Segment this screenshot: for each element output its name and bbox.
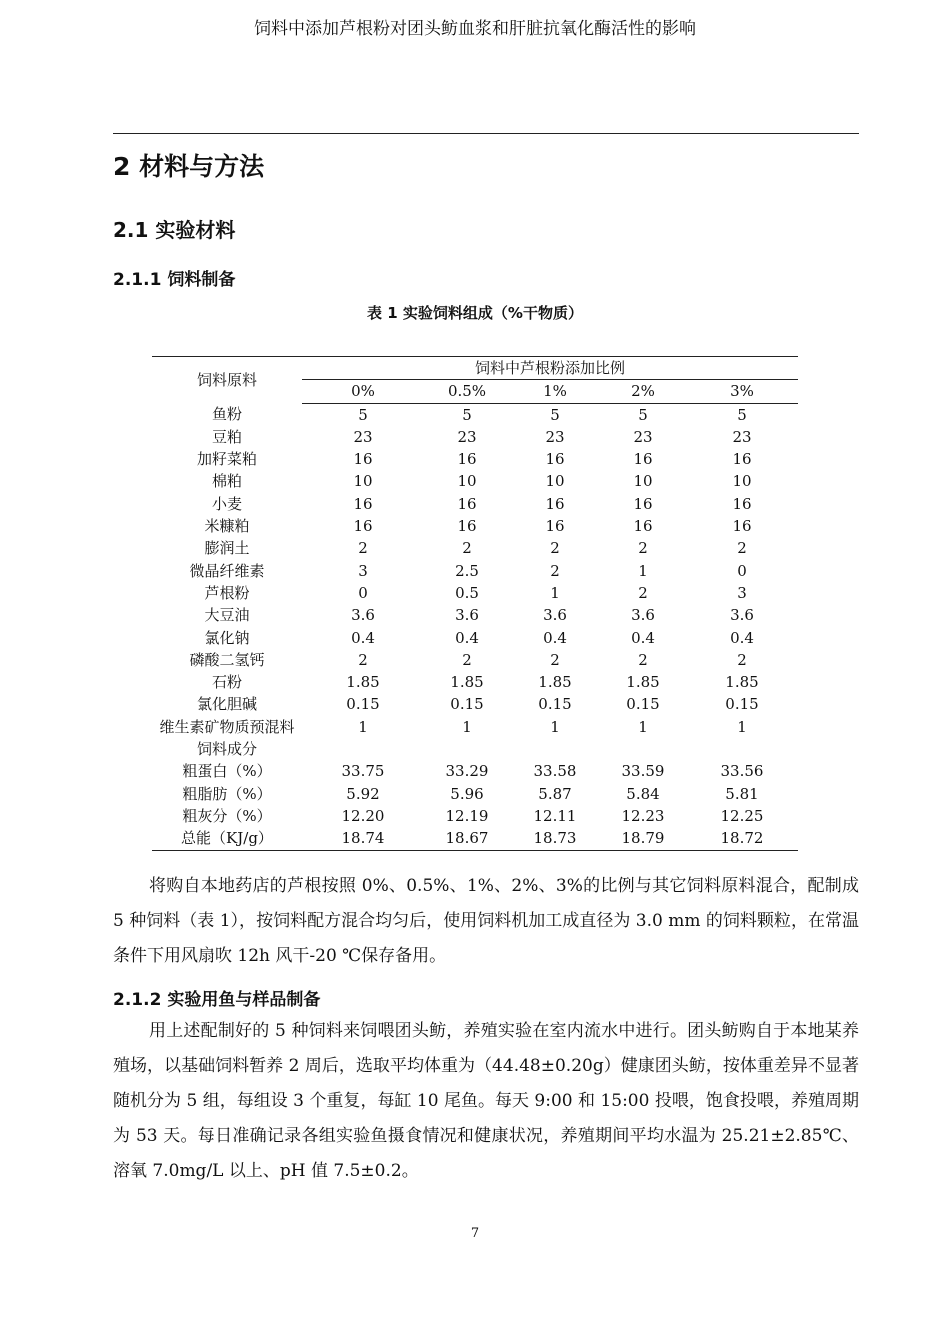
- table-cell: 5.84: [626, 784, 660, 803]
- table-cell: 33.56: [720, 762, 764, 781]
- table-cell: 3.6: [543, 606, 567, 625]
- table-cell: 3: [358, 561, 368, 580]
- row-label: 维生素矿物质预混料: [159, 717, 295, 736]
- table-cell: 2: [550, 650, 560, 669]
- row-label: 鱼粉: [211, 405, 242, 424]
- table-cell: 0.5: [455, 583, 479, 602]
- paragraph-fish-preparation: [113, 1014, 859, 1189]
- composition-label: 饲料成分: [196, 740, 257, 759]
- table-cell: 33.59: [621, 762, 665, 781]
- table-row: [152, 426, 798, 448]
- table-cell: 12.25: [720, 806, 764, 825]
- table-cell: 2: [638, 650, 648, 669]
- table-cell: 16: [353, 517, 373, 536]
- table-cell: 18.73: [510, 827, 600, 850]
- row-label: 氯化钠: [204, 628, 250, 647]
- table-cell: 18.67: [424, 827, 510, 850]
- table-row: [152, 693, 798, 715]
- table-cell: 23: [457, 427, 477, 446]
- table-cell: 0: [358, 583, 368, 602]
- table-cell: 1: [638, 561, 648, 580]
- table-cell: 16: [545, 450, 565, 469]
- table-cell: 18.74: [302, 827, 424, 850]
- row-label: 豆粕: [211, 427, 242, 446]
- table-cell: 2: [737, 650, 747, 669]
- table-cell: 33.58: [533, 762, 577, 781]
- row-label: 小麦: [211, 494, 242, 513]
- table-cell: 3.6: [730, 606, 754, 625]
- table-cell: 1.85: [450, 673, 484, 692]
- row-label: 粗脂肪（%）: [182, 784, 272, 803]
- table-cell: 16: [633, 517, 653, 536]
- table-cell: 1: [550, 717, 560, 736]
- table-row: [152, 448, 798, 470]
- table-cell: 0.15: [626, 695, 660, 714]
- table-cell: 10: [457, 472, 477, 491]
- table-cell: 33.75: [341, 762, 385, 781]
- table-row: [152, 604, 798, 626]
- table-cell: 3.6: [455, 606, 479, 625]
- table-cell: 0.4: [455, 628, 479, 647]
- table-cell: 1.85: [346, 673, 380, 692]
- table-cell: 1: [358, 717, 368, 736]
- table-cell: 1: [462, 717, 472, 736]
- row-label: 棉粕: [211, 472, 242, 491]
- table-cell: 0.15: [346, 695, 380, 714]
- table-cell: 0: [737, 561, 747, 580]
- row-header-cell: 饲料原料: [152, 357, 302, 404]
- table-cell: 16: [457, 494, 477, 513]
- column-header: 0.5%: [424, 380, 510, 403]
- row-label: 粗蛋白（%）: [182, 762, 272, 781]
- table-cell: 5: [737, 405, 747, 424]
- table-cell: 16: [353, 494, 373, 513]
- table-cell: 2: [550, 561, 560, 580]
- empty-cell: [600, 738, 686, 760]
- table-cell: 23: [353, 427, 373, 446]
- table-cell: 2: [358, 650, 368, 669]
- table-cell: 1: [550, 583, 560, 602]
- table-row: [152, 805, 798, 827]
- column-header: 3%: [686, 380, 798, 403]
- table-cell: 16: [732, 450, 752, 469]
- row-label: 芦根粉: [204, 583, 250, 602]
- subsubsection-heading-feed: 2.1.1 饲料制备: [113, 270, 236, 290]
- table-cell: 3.6: [351, 606, 375, 625]
- table-row: [152, 827, 798, 850]
- table-cell: 0.15: [725, 695, 759, 714]
- table-cell: 16: [732, 494, 752, 513]
- table-cell: 12.20: [341, 806, 385, 825]
- table-row: [152, 627, 798, 649]
- table-cell: 23: [633, 427, 653, 446]
- table-cell: 1.85: [725, 673, 759, 692]
- table-cell: 16: [457, 517, 477, 536]
- table-cell: 18.79: [600, 827, 686, 850]
- paragraph-feed-preparation: [113, 869, 859, 974]
- table-row: [152, 515, 798, 537]
- running-header: 饲料中添加芦根粉对团头鲂血浆和肝脏抗氧化酶活性的影响: [254, 19, 696, 39]
- table-cell: 0.15: [450, 695, 484, 714]
- table-cell: 2: [358, 539, 368, 558]
- table-cell: 5: [550, 405, 560, 424]
- table-row: [152, 582, 798, 604]
- row-label: 总能（KJ/g）: [152, 827, 302, 850]
- table-cell: 16: [545, 494, 565, 513]
- table-cell: 10: [353, 472, 373, 491]
- table-cell: 33.29: [445, 762, 489, 781]
- feed-composition-table: [152, 356, 798, 851]
- row-label: 微晶纤维素: [189, 561, 265, 580]
- row-label: 石粉: [211, 673, 242, 692]
- table-cell: 16: [732, 517, 752, 536]
- table-row: [152, 671, 798, 693]
- table-cell: 2: [737, 539, 747, 558]
- table-cell: 1: [638, 717, 648, 736]
- table-cell: 0.4: [631, 628, 655, 647]
- table-row: [152, 470, 798, 492]
- table-row: [152, 560, 798, 582]
- table-cell: 0.4: [730, 628, 754, 647]
- table-cell: 1.85: [626, 673, 660, 692]
- table-cell: 12.23: [621, 806, 665, 825]
- table-row: [152, 493, 798, 515]
- table-cell: 5.87: [538, 784, 572, 803]
- table-cell: 0.15: [538, 695, 572, 714]
- table-cell: 18.72: [686, 827, 798, 850]
- table-cell: 2: [550, 539, 560, 558]
- table-cell: 23: [545, 427, 565, 446]
- table-cell: 16: [353, 450, 373, 469]
- table-cell: 2: [462, 539, 472, 558]
- table-cell: 10: [545, 472, 565, 491]
- empty-cell: [686, 738, 798, 760]
- table-row: [152, 537, 798, 559]
- column-header: 2%: [600, 380, 686, 403]
- subsubsection-heading-fish: 2.1.2 实验用鱼与样品制备: [113, 990, 321, 1010]
- table-cell: 2: [638, 539, 648, 558]
- page-number: 7: [470, 1226, 480, 1241]
- table-cell: 5: [462, 405, 472, 424]
- header-rule: [113, 133, 859, 134]
- row-label: 氯化胆碱: [196, 695, 257, 714]
- table-cell: 12.19: [445, 806, 489, 825]
- table-cell: 3: [737, 583, 747, 602]
- empty-cell: [302, 738, 424, 760]
- empty-cell: [424, 738, 510, 760]
- table-cell: 1.85: [538, 673, 572, 692]
- table-cell: 5.92: [346, 784, 380, 803]
- table-cell: 5: [638, 405, 648, 424]
- table-cell: 5.81: [725, 784, 759, 803]
- table-cell: 16: [633, 494, 653, 513]
- section-heading: 2 材料与方法: [113, 152, 265, 181]
- table-row: [152, 403, 798, 426]
- column-header: 1%: [510, 380, 600, 403]
- table-row: [152, 649, 798, 671]
- paragraph-text: 用上述配制好的 5 种饲料来饲喂团头鲂，养殖实验在室内流水中进行。团头鲂购自于本地某养殖场，以基础饲料暂养 2 周后，选取平均体重为（44.48±0.20g）健康团头鲂，按体重差异不显著随机分为 5 组，每组设 3 个重复，每缸 10 尾鱼。每天 9:00 和 15:00 投喂，饱食投喂，养殖周期为 53 天。每日准确记录各组实验鱼摄食情况和健康状况，养殖期间平均水温为 25.21±2.85℃、溶氧 7.0mg/L 以上、pH 值 7.5±0.2。: [113, 1021, 859, 1181]
- table-cell: 16: [457, 450, 477, 469]
- row-label: 磷酸二氢钙: [189, 650, 265, 669]
- table-row: [152, 760, 798, 782]
- table-caption: 表 1 实验饲料组成（%干物质）: [367, 304, 583, 322]
- table-cell: 10: [633, 472, 653, 491]
- table-cell: 10: [732, 472, 752, 491]
- table-cell: 2.5: [455, 561, 479, 580]
- row-label: 膨润土: [204, 539, 250, 558]
- table-row: [152, 716, 798, 738]
- table-row: [152, 783, 798, 805]
- table-cell: 16: [633, 450, 653, 469]
- row-label: 粗灰分（%）: [182, 806, 272, 825]
- table-cell: 0.4: [351, 628, 375, 647]
- column-header: 0%: [302, 380, 424, 403]
- row-label: 米糠粕: [204, 517, 250, 536]
- table-cell: 3.6: [631, 606, 655, 625]
- table-cell: 0.4: [543, 628, 567, 647]
- table-cell: 2: [638, 583, 648, 602]
- table-cell: 5: [358, 405, 368, 424]
- table-cell: 5.96: [450, 784, 484, 803]
- table-cell: 23: [732, 427, 752, 446]
- paragraph-text: 将购自本地药店的芦根按照 0%、0.5%、1%、2%、3%的比例与其它饲料原料混合，配制成 5 种饲料（表 1），按饲料配方混合均匀后，使用饲料机加工成直径为 3.0 mm 的饲料颗粒，在常温条件下用风扇吹 12h 风干-20 ℃保存备用。: [113, 876, 859, 966]
- empty-cell: [510, 738, 600, 760]
- table-cell: 12.11: [533, 806, 577, 825]
- table-cell: 1: [737, 717, 747, 736]
- composition-label-row: [152, 738, 798, 760]
- row-label: 加籽菜粕: [196, 450, 257, 469]
- table-cell: 2: [462, 650, 472, 669]
- subsection-heading: 2.1 实验材料: [113, 218, 236, 242]
- row-label: 大豆油: [204, 606, 250, 625]
- group-header-cell: 饲料中芦根粉添加比例: [302, 357, 798, 380]
- table-cell: 16: [545, 517, 565, 536]
